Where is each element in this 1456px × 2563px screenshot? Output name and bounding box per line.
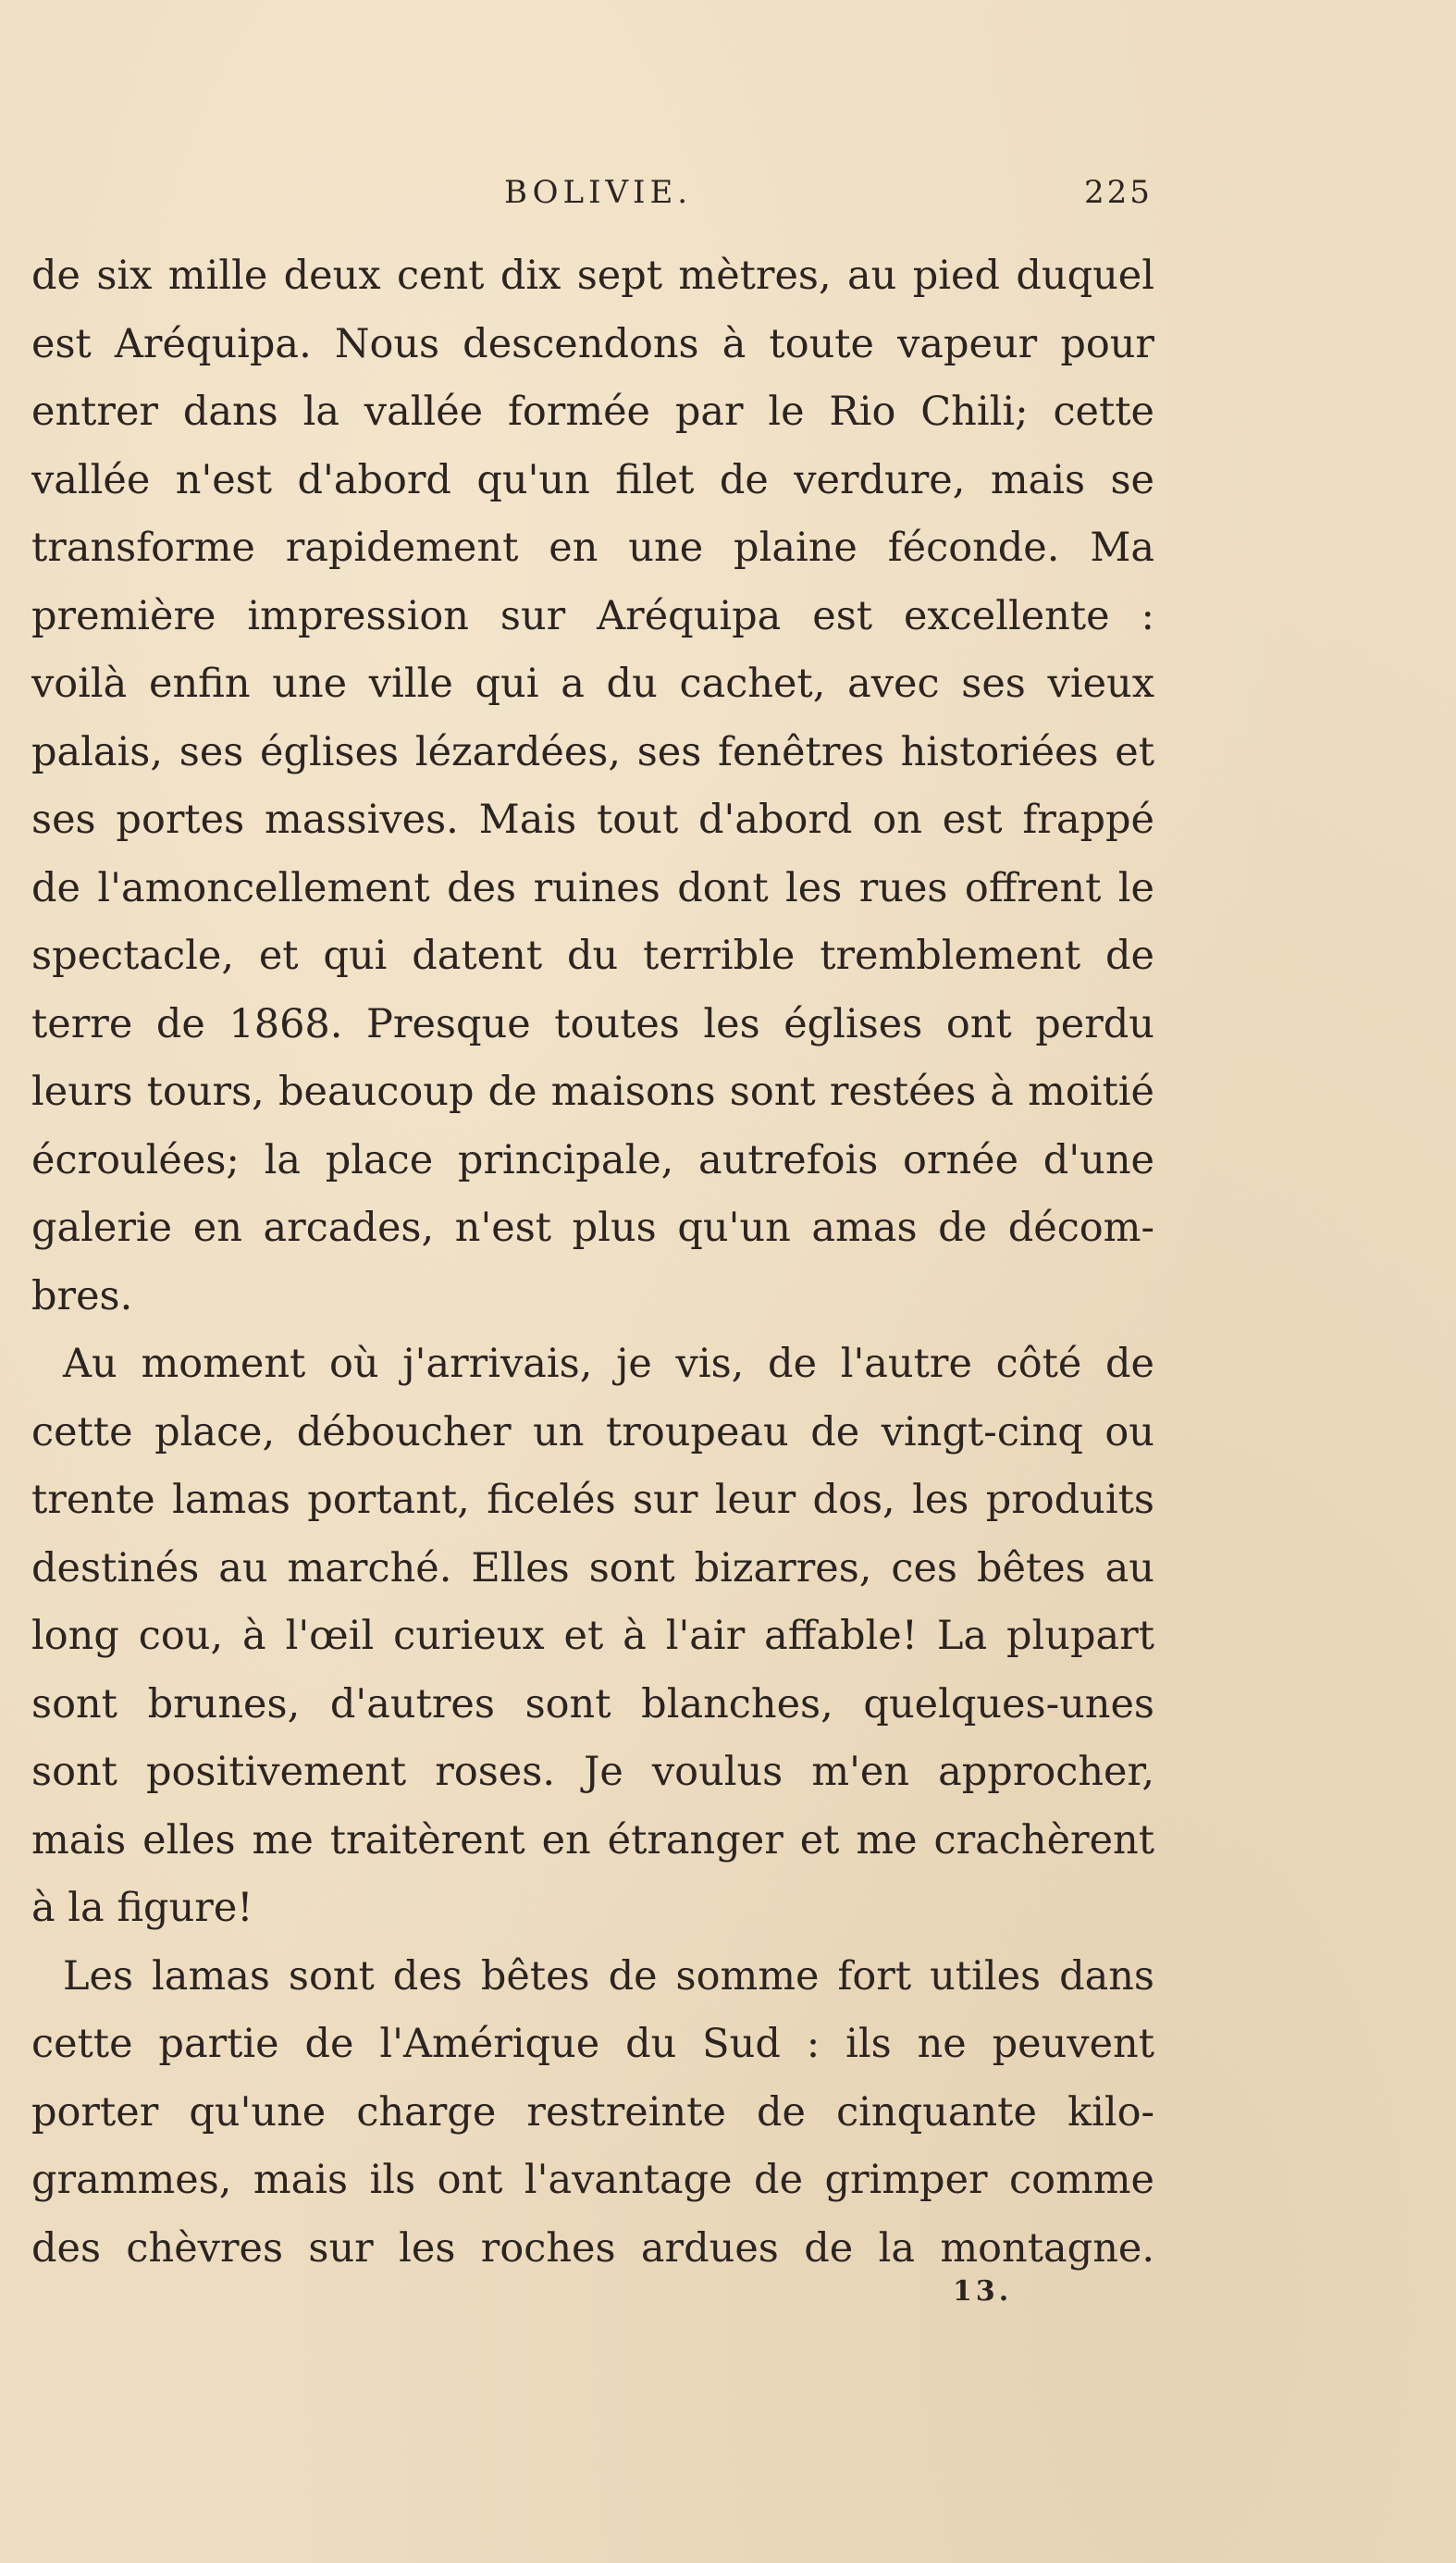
text-line: long cou, à l'œil curieux et à l'air affable! La plupart [31,1613,1154,1659]
text-line: de l'amoncellement des ruines dont les rues offrent le [31,864,1154,911]
text-line: voilà enfin une ville qui a du cachet, avec ses vieux [31,661,1154,707]
text-line: destinés au marché. Elles sont bizarres, ces bêtes au [31,1544,1154,1591]
text-line: trente lamas portant, ficelés sur leur dos, les produits [31,1477,1154,1523]
text-line: spectacle, et qui datent du terrible tremblement de [31,933,1154,979]
text-line: cette place, déboucher un troupeau de vingt-cinq ou [31,1408,1154,1455]
signature-mark: 13. [953,2275,1013,2308]
paragraph-2 [31,1331,1154,1943]
text-line: bres. [31,1272,133,1319]
text-line: vallée n'est d'abord qu'un filet de verdure, mais se [31,456,1154,503]
paragraph-1 [31,242,1154,1331]
text-line: première impression sur Aréquipa est excellente : [31,592,1154,639]
text-line: des chèvres sur les roches ardues de la montagne. [31,2224,1154,2272]
running-head [0,169,1456,216]
text-line: palais, ses églises lézardées, ses fenêtres historiées et [31,728,1154,775]
text-line: sont positivement roses. Je voulus m'en approcher, [31,1749,1154,1795]
text-line: Au moment où j'arrivais, je vis, de l'autre côté de [63,1341,1154,1387]
text-line: mais elles me traitèrent en étranger et me crachèrent [31,1816,1154,1863]
text-line: sont brunes, d'autres sont blanches, quelques-unes [31,1680,1154,1727]
text-line: galerie en arcades, n'est plus qu'un amas de décom- [31,1205,1154,1251]
body-text [31,242,1154,2283]
running-title: BOLIVIE. [504,174,693,211]
text-line: de six mille deux cent dix sept mètres, au pied duquel [31,253,1154,299]
text-line: est Aréquipa. Nous descendons à toute vapeur pour [31,320,1154,367]
page-number: 225 [1084,174,1153,211]
text-line: transforme rapidement en une plaine féconde. Ma [31,525,1154,571]
text-line: à la figure! [31,1885,253,1931]
text-line: entrer dans la vallée formée par le Rio Chili; cette [31,389,1154,435]
text-line: leurs tours, beaucoup de maisons sont restées à moitié [31,1069,1154,1115]
text-line: ses portes massives. Mais tout d'abord on est frappé [31,797,1154,843]
text-line: terre de 1868. Presque toutes les églises ont perdu [31,1000,1154,1047]
text-line: grammes, mais ils ont l'avantage de grimper comme [31,2157,1154,2203]
text-line: cette partie de l'Amérique du Sud : ils ne peuvent [31,2021,1154,2067]
text-line: porter qu'une charge restreinte de cinquante kilo- [31,2088,1154,2136]
text-line: Les lamas sont des bêtes de somme fort utiles dans [63,1952,1154,2000]
text-line: écroulées; la place principale, autrefois ornée d'une [31,1136,1154,1183]
paragraph-3 [31,1943,1154,2284]
